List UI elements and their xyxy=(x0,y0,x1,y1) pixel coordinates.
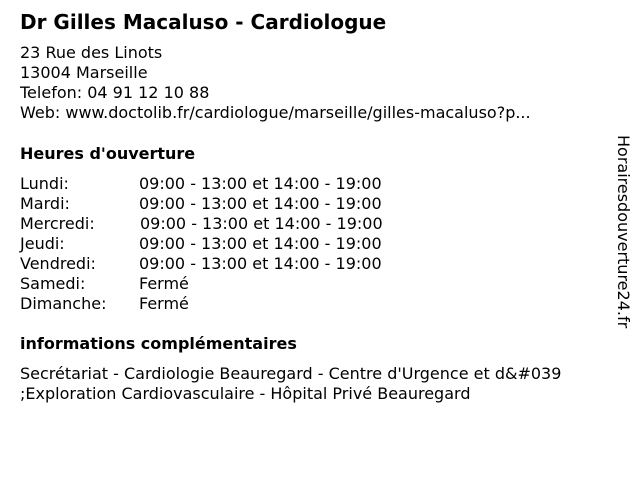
additional-info-line: ;Exploration Cardiovasculaire - Hôpital Privé Beauregard xyxy=(20,384,471,403)
site-watermark: Horairesdouverture24.fr xyxy=(614,135,633,329)
hours-row-saturday xyxy=(20,274,440,294)
hours-day-label: Dimanche: xyxy=(20,294,107,313)
hours-time-value: 09:00 - 13:00 et 14:00 - 19:00 xyxy=(140,214,383,233)
hours-time-value: 09:00 - 13:00 et 14:00 - 19:00 xyxy=(139,234,382,253)
hours-time-value: 09:00 - 13:00 et 14:00 - 19:00 xyxy=(139,194,382,213)
hours-day-label: Mercredi: xyxy=(20,214,95,233)
hours-time-value: Fermé xyxy=(139,294,189,313)
additional-info-heading: informations complémentaires xyxy=(20,334,297,353)
additional-info-text xyxy=(20,334,561,404)
opening-hours-list xyxy=(20,174,440,314)
hours-row-thursday xyxy=(20,234,440,254)
hours-row-sunday xyxy=(20,294,440,314)
hours-day-label: Mardi: xyxy=(20,194,70,213)
contact-block xyxy=(20,43,531,123)
address-city: 13004 Marseille xyxy=(20,63,148,82)
hours-row-tuesday xyxy=(20,194,440,214)
hours-day-label: Jeudi: xyxy=(20,234,65,253)
hours-day-label: Vendredi: xyxy=(20,254,96,273)
hours-time-value: Fermé xyxy=(139,274,189,293)
hours-row-friday xyxy=(20,254,440,274)
hours-time-value: 09:00 - 13:00 et 14:00 - 19:00 xyxy=(139,174,382,193)
phone-number: Telefon: 04 91 12 10 88 xyxy=(20,83,210,102)
hours-row-monday xyxy=(20,174,440,194)
address-street: 23 Rue des Linots xyxy=(20,43,163,62)
opening-hours-heading: Heures d'ouverture xyxy=(20,144,196,163)
hours-day-label: Samedi: xyxy=(20,274,86,293)
website-link[interactable]: Web: www.doctolib.fr/cardiologue/marseille/gilles-macaluso?p... xyxy=(20,103,531,122)
additional-info-line: Secrétariat - Cardiologie Beauregard - Centre d'Urgence et d&#039 xyxy=(20,364,562,383)
hours-row-wednesday xyxy=(20,214,440,234)
page-title: Dr Gilles Macaluso - Cardiologue xyxy=(20,10,387,34)
hours-time-value: 09:00 - 13:00 et 14:00 - 19:00 xyxy=(139,254,382,273)
hours-day-label: Lundi: xyxy=(20,174,69,193)
